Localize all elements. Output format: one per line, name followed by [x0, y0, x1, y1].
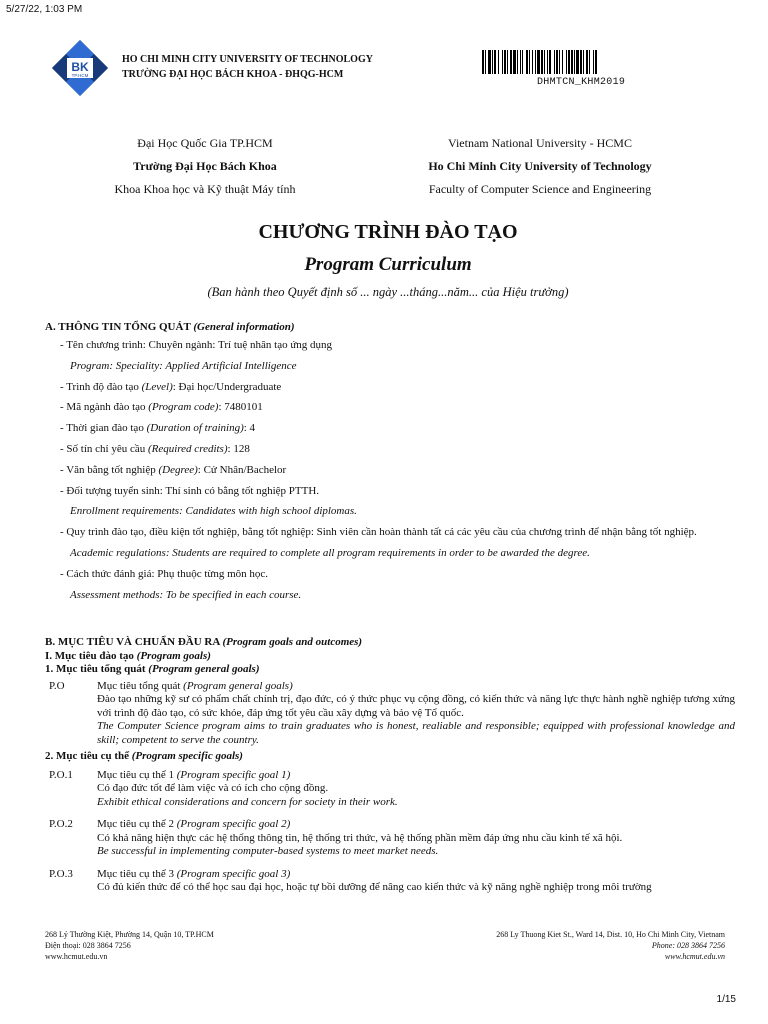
- goal-code: P.O: [49, 679, 65, 692]
- document-barcode: [482, 50, 670, 74]
- footer-phone-vi: Điện thoại: 028 3864 7256: [45, 941, 131, 950]
- goal-po2: [45, 818, 735, 859]
- assessment-line: - Cách thức đánh giá: Phụ thuộc từng môn học.: [60, 567, 269, 580]
- footer-phone-en: Phone: 028 3864 7256: [651, 941, 725, 950]
- university-name-vi: TRƯỜNG ĐẠI HỌC BÁCH KHOA - ĐHQG-HCM: [122, 69, 344, 80]
- program-code-line: - Mã ngành đào tạo (Program code): 7480101: [60, 401, 263, 414]
- degree-line: - Văn bằng tốt nghiệp (Degree): Cử Nhân/Bachelor: [60, 463, 287, 476]
- header-left-line3: Khoa Khoa học và Kỹ thuật Máy tính: [114, 182, 296, 196]
- level-line: - Trình độ đào tạo (Level): Đại học/Undergraduate: [60, 380, 282, 393]
- logo-sub: TP.HCM: [71, 73, 89, 78]
- header-right-line3: Faculty of Computer Science and Engineering: [428, 182, 652, 196]
- goal-text-vi: Có đạo đức tốt để làm việc và có ích cho cộng đồng.: [97, 782, 329, 794]
- enrollment-line: - Đối tượng tuyển sinh: Thí sinh có bằng tốt nghiệp PTTH.: [60, 484, 320, 497]
- regulations-en: Academic regulations: Students are required to complete all program requirements in order to be awarded the degree.: [70, 546, 590, 559]
- title-vietnamese: CHƯƠNG TRÌNH ĐÀO TẠO: [258, 221, 518, 243]
- print-timestamp: 5/27/22, 1:03 PM: [6, 4, 83, 15]
- goal-title: Mục tiêu cụ thể 3 (Program specific goal 3): [97, 867, 291, 880]
- duration-line: - Thời gian đào tạo (Duration of training): 4: [60, 422, 256, 435]
- program-name-en: Program: Speciality: Applied Artificial Intelligence: [70, 359, 297, 372]
- header-right: [400, 132, 680, 201]
- section-goals: [45, 636, 735, 895]
- credits-line: - Số tín chỉ yêu cầu (Required credits): 128: [60, 442, 250, 455]
- goal-title: Mục tiêu cụ thể 1 (Program specific goal 1): [97, 768, 291, 781]
- goal-text-vi: Có đủ kiến thức để có thể học sau đại học, hoặc tự bồi dưỡng để nâng cao kiến thức và kỹ năng nghề nghiệp trong môi trường: [97, 881, 652, 893]
- general-goals-heading: 1. Mục tiêu tổng quát (Program general goals): [45, 663, 260, 675]
- section-general-info: [45, 319, 735, 605]
- page-number: 1/15: [716, 994, 736, 1005]
- goal-text-vi: Đào tạo những kỹ sư có phẩm chất chính trị, đạo đức, có ý thức phục vụ cộng đồng, có kiến thức và năng lực thực hành nghề nghiệp tương xứng với trình độ đào tạo, có sức khỏe, đáp ứng tốt yêu cầu xây dựng và bảo vệ Tổ quốc.: [97, 693, 735, 719]
- footer-web-en: www.hcmut.edu.vn: [664, 952, 725, 961]
- goal-po: [45, 680, 735, 748]
- assessment-en: Assessment methods: To be specified in each course.: [70, 588, 302, 601]
- program-goals-heading: I. Mục tiêu đào tạo (Program goals): [45, 649, 211, 662]
- document-code: DHMTCN_KHM2019: [537, 77, 626, 88]
- subtitle: (Ban hành theo Quyết định số ... ngày ...tháng...năm... của Hiệu trưởng): [207, 285, 569, 299]
- specific-goals-heading: 2. Mục tiêu cụ thể (Program specific goals): [45, 750, 243, 762]
- goal-text-en: The Computer Science program aims to train graduates who is honest, realiable and responsible; equipped with professional knowledge and skill; competent to serve the country.: [97, 720, 735, 746]
- header-left-line1: Đại Học Quốc Gia TP.HCM: [137, 136, 273, 150]
- header-right-line2: Ho Chi Minh City University of Technology: [428, 159, 652, 173]
- title-english: Program Curriculum: [304, 254, 472, 275]
- goal-text-vi: Có khả năng hiện thực các hệ thống thông tin, hệ thống tri thức, và hệ thống phần mềm đáp ứng nhu cầu kinh tế xã hội.: [97, 831, 623, 844]
- university-name-en: HO CHI MINH CITY UNIVERSITY OF TECHNOLOGY: [122, 54, 373, 65]
- goal-code: P.O.3: [49, 867, 73, 880]
- logo-letters: BK: [71, 60, 89, 74]
- goal-po1: [45, 769, 735, 810]
- footer-address-en: 268 Ly Thuong Kiet St., Ward 14, Dist. 10, Ho Chi Minh City, Vietnam: [496, 930, 725, 939]
- regulations-line: - Quy trình đào tạo, điều kiện tốt nghiệp, bằng tốt nghiệp: Sinh viên cần hoàn thành tất cả các yêu cầu của chương trình để nhận bằng tốt nghiệp.: [60, 526, 697, 539]
- enrollment-en: Enrollment requirements: Candidates with high school diplomas.: [70, 505, 357, 518]
- goal-text-en: Be successful in implementing computer-based systems to meet market needs.: [97, 845, 439, 857]
- header-right-line1: Vietnam National University - HCMC: [448, 136, 632, 150]
- goal-title: Mục tiêu tổng quát (Program general goals): [97, 679, 293, 692]
- header-left: [80, 132, 330, 201]
- goal-text-en: Exhibit ethical considerations and concern for society in their work.: [97, 795, 398, 808]
- goal-code: P.O.2: [49, 818, 73, 830]
- university-logo: [52, 40, 108, 96]
- footer-web-vi: www.hcmut.edu.vn: [45, 952, 108, 961]
- goal-po3: [45, 868, 735, 895]
- section-b-heading: B. MỤC TIÊU VÀ CHUẨN ĐẦU RA (Program goals and outcomes): [45, 636, 363, 648]
- footer-address-vi: 268 Lý Thường Kiệt, Phường 14, Quận 10, TP.HCM: [45, 930, 214, 939]
- program-name: - Tên chương trình: Chuyên ngành: Trí tuệ nhân tạo ứng dụng: [60, 339, 333, 351]
- section-a-heading: A. THÔNG TIN TỔNG QUÁT (General information): [45, 321, 295, 333]
- header-left-line2: Trường Đại Học Bách Khoa: [133, 159, 277, 173]
- goal-title: Mục tiêu cụ thể 2 (Program specific goal 2): [97, 818, 291, 830]
- goal-code: P.O.1: [49, 768, 73, 781]
